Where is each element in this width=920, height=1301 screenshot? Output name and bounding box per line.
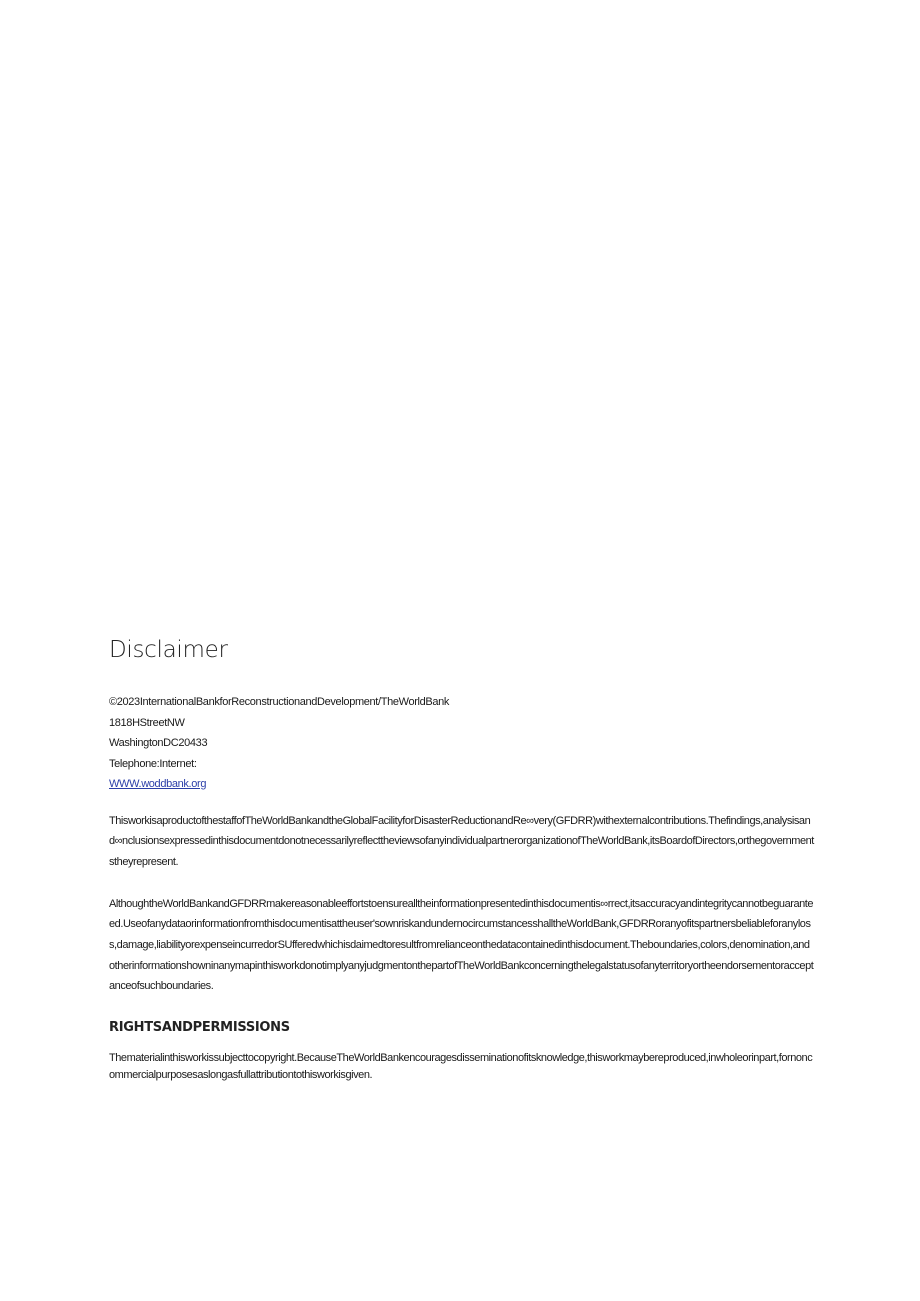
disclaimer-paragraph-2: AlthoughtheWorldBankandGFDRRmakereasonableeffortstoensurealltheinformationpresentedinthisdocumentis∞rrect,itsaccuracyandintegritycannotbeguaranteed.Useofanydataorinformationfromthisdocumentisattheuser'sownriskandundernocircumstancesshalltheWorldBank,GFDRRoranyofitspartnersbeliableforanyloss,damage,liabilityorexpenseincurredorSUfferedwhichisdaimedtoresultfromrelianceonthedatacontainedinthisdocument.Theboundaries,colors,denomination,andotherinformationshowninanymapinthisworkdonotimplyanyjudgmentonthepartofTheWorldBankconcerningthelegalstatusofanyterritoryortheendorsementoracceptanceofsuchboundaries. <box>109 897 814 993</box>
website-link[interactable]: WWW.woddbank.org <box>109 778 207 790</box>
rights-paragraph: Thematerialinthisworkissubjecttocopyright.BecauseTheWorldBankencouragesdisseminationofitsknowledge,thisworkmaybereproduced,inwholeorinpart,fornoncommercialpurposesaslongasfullattributiontothisworkisgiven. <box>109 1052 813 1081</box>
copyright-line: ©2023InternationalBankforReconstructionandDevelopment/TheWorldBank <box>109 696 450 708</box>
address-block <box>109 692 814 795</box>
street-line: 1818HStreetNW <box>109 716 185 729</box>
city-line: WashingtonDC20433 <box>109 737 208 749</box>
disclaimer-paragraph-1: ThisworkisaproductofthestaffofTheWorldBankandtheGlobalFacilityforDisasterReductionandRe∞very(GFDRR)withexternalcontributions.Thefindings,analysisand∞nclusionsexpressedinthisdocumentdonotnecessarilyreflecttheviewsofanyindividualpartnerorganizationofTheWorldBank,itsBoardofDirectors,orthegovernmentstheyrepresent. <box>109 814 814 868</box>
contact-line: Telephone:Internet: <box>109 757 197 770</box>
page-title: Disclaimer <box>109 637 228 663</box>
rights-heading: RIGHTSANDPERMISSIONS <box>109 1020 290 1036</box>
disclaimer-section <box>109 634 814 1083</box>
